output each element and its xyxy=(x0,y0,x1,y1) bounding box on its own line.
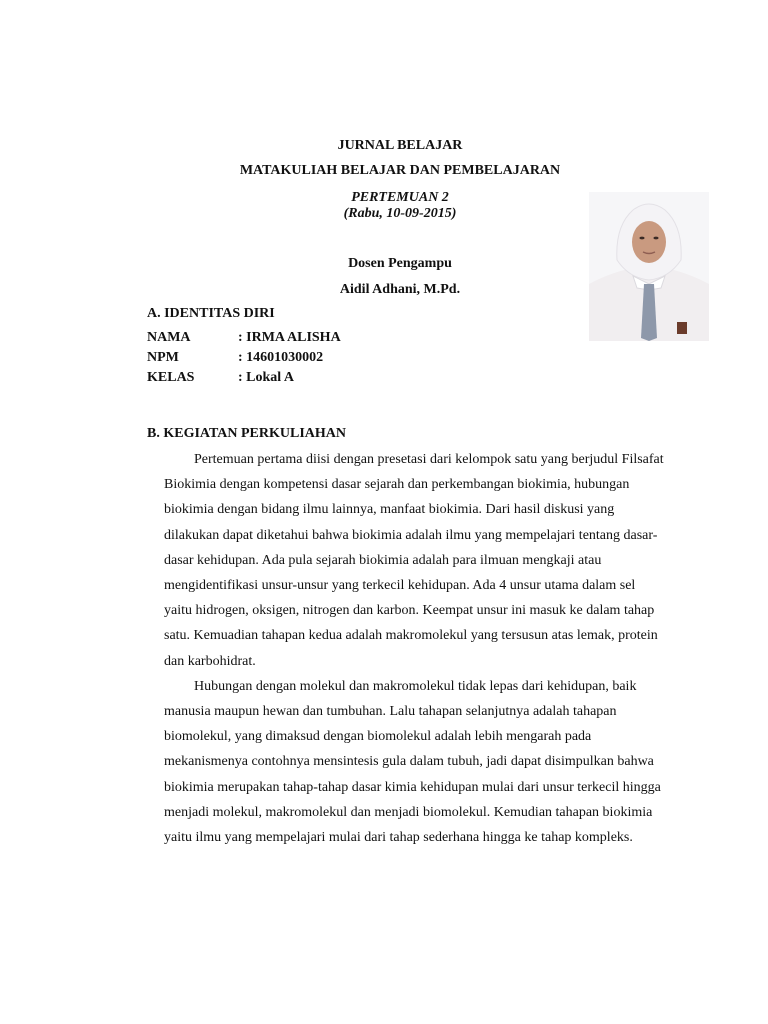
identity-heading: A. IDENTITAS DIRI xyxy=(147,306,275,321)
course-title: MATAKULIAH BELAJAR DAN PEMBELAJARAN xyxy=(239,163,561,178)
lecturer-name: Aidil Adhani, M.Pd. xyxy=(339,282,461,297)
meeting-date: (Rabu, 10-09-2015) xyxy=(343,206,457,221)
identity-label: KELAS xyxy=(147,370,195,385)
student-photo xyxy=(589,192,709,341)
activity-paragraph: Pertemuan pertama diisi dengan presetasi dari kelompok satu yang berjudul Filsafat Biokimia dengan kompetensi dasar sejarah dan perkembangan biokimia, hubungan biokimia dengan bidang ilmu lainnya, manfaat biokimia. Dari hasil diskusi yang dilakukan dapat diketahui bahwa biokimia adalah ilmu yang mempelajari tentang dasar-dasar kehidupan. Ada pula sejarah biokimia adalah para ilmuan mengkaji atau mengidentifikasi unsur-unsur yang terkecil kehidupan. Ada 4 unsur utama dalam sel yaitu hidrogen, oksigen, nitrogen dan karbon. Keempat unsur ini masuk ke dalam tahap satu. Kemuadian tahapan kedua adalah makromolekul yang tersusun atas lemak, protein dan karbohidrat. xyxy=(164,452,664,669)
identity-label: NAMA xyxy=(147,330,191,345)
activity-heading: B. KEGIATAN PERKULIAHAN xyxy=(147,426,347,441)
lecturer-label: Dosen Pengampu xyxy=(348,256,452,271)
meeting-label: PERTEMUAN 2 xyxy=(351,190,449,205)
activity-paragraph: Hubungan dengan molekul dan makromolekul tidak lepas dari kehidupan, baik manusia maupun hewan dan tumbuhan. Lalu tahapan selanjutnya adalah tahapan biomolekul, yang dimaksud dengan biomolekul adalah lebih mengarah pada mekanismenya contohnya mensintesis gula dalam tubuh, jadi dapat disimpulkan bahwa biokimia merupakan tahap-tahap dasar kimia kehidupan mulai dari unsur terkecil hingga menjadi molekul, makromolekul dan menjadi biomolekul. Kemudian tahapan biokimia yaitu ilmu yang mempelajari mulai dari tahap sederhana hingga ke tahap kompleks. xyxy=(164,678,661,846)
identity-value: : 14601030002 xyxy=(238,350,324,365)
journal-title: JURNAL BELAJAR xyxy=(337,138,463,153)
activity-body xyxy=(164,447,664,850)
identity-value: : Lokal A xyxy=(238,370,295,385)
identity-value: : IRMA ALISHA xyxy=(238,330,341,345)
identity-label: NPM xyxy=(147,350,179,365)
